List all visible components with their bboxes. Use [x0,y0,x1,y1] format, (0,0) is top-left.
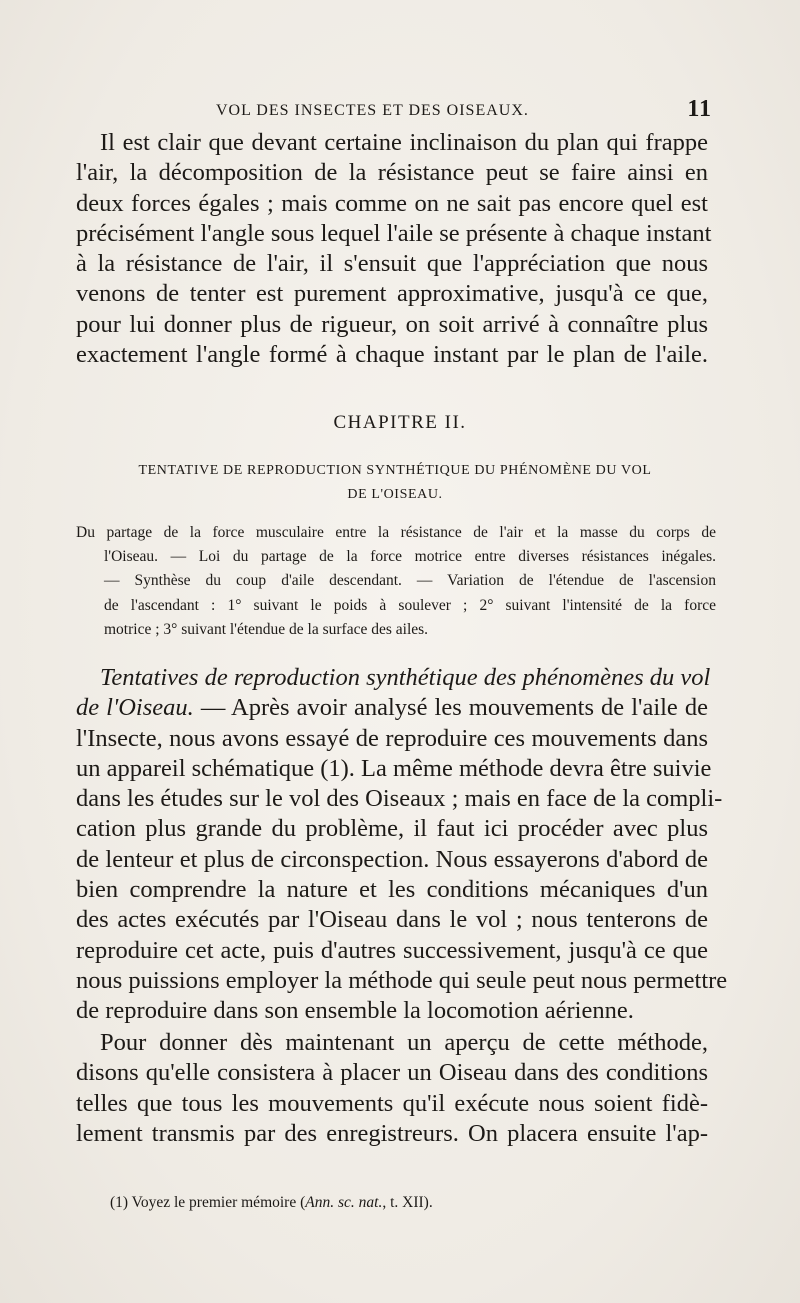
paragraph-line: Il est clair que devant certaine inclinaison du plan qui frappe [100,129,708,156]
paragraph-line: telles que tous les mouvements qu'il exécute nous soient fidè- [76,1089,708,1117]
paragraph-line: l'air, la décomposition de la résistance peut se faire ainsi en [76,159,708,187]
paragraph-line: de reproduire dans son ensemble la locomotion aérienne. [76,997,634,1025]
footnote-reference: Ann. sc. nat. [305,1194,383,1211]
paragraph-line [76,693,708,723]
run-in-heading: Tentatives de reproduction synthétique des phénomènes du vol [100,664,711,691]
paragraph-line [76,663,711,693]
paragraph-line: à la résistance de l'air, il s'ensuit que l'appréciation que nous [76,250,708,278]
summary-line: — Synthèse du coup d'aile descendant. — Variation de l'étendue de l'ascension [104,572,716,590]
paragraph-line: dans les études sur le vol des Oiseaux ; mais en face de la compli- [76,785,723,813]
chapter-subtitle-line: DE L'OISEAU. [347,487,443,502]
paragraph-1 [76,128,712,370]
paragraph-line: cation plus grande du problème, il faut ici procéder avec plus [76,815,708,843]
run-in-heading-end: de l'Oiseau. [76,694,194,722]
paragraph-line: pour lui donner plus de rigueur, on soit arrivé à connaître plus [76,310,708,338]
footnote [110,1194,433,1212]
paragraph-line: l'Insecte, nous avons essayé de reproduire ces mouvements dans [76,724,708,752]
paragraph-line: de lenteur et plus de circonspection. Nous essayerons d'abord de [76,845,708,873]
paragraph-line: disons qu'elle consistera à placer un Oiseau dans des conditions [76,1059,708,1087]
paragraph-line: lement transmis par des enregistreurs. On placera ensuite l'ap- [76,1119,708,1147]
summary-line: l'Oiseau. — Loi du partage de la force motrice entre diverses résistances inégales. [104,548,716,566]
paragraph-line: bien comprendre la nature et les conditions mécaniques d'un [76,876,708,904]
chapter-heading: CHAPITRE II. [333,412,467,433]
summary-line: de l'ascendant : 1° suivant le poids à soulever ; 2° suivant l'intensité de la force [104,596,716,614]
paragraph-line: deux forces égales ; mais comme on ne sait pas encore quel est [76,189,708,217]
paragraph-line: exactement l'angle formé à chaque instant par le plan de l'aile. [76,341,708,369]
summary-line: motrice ; 3° suivant l'étendue de la surface des ailes. [104,620,429,638]
running-title: VOL DES INSECTES ET DES OISEAUX. [216,102,529,119]
paragraph-line: précisément l'angle sous lequel l'aile se présente à chaque instant [76,219,712,247]
footnote-text: (1) Voyez le premier mémoire ( [110,1194,306,1211]
footnote-text-end: , t. XII). [382,1194,433,1211]
paragraph-line: venons de tenter est purement approximative, jusqu'à ce que, [76,280,708,308]
paragraph-line: Pour donner dès maintenant un aperçu de cette méthode, [100,1029,708,1056]
paragraph-line: un appareil schématique (1). La même méthode devra être suivie [76,754,712,782]
paragraph-3 [76,1028,708,1149]
paragraph-line-text: — Après avoir analysé les mouvements de l'aile de [193,694,708,722]
paragraph-2 [76,663,728,1027]
page-number: 11 [687,96,712,122]
chapter-summary [76,521,716,642]
paragraph-line: des actes exécutés par l'Oiseau dans le vol ; nous tenterons de [76,906,708,934]
paragraph-line: nous puissions employer la méthode qui seule peut nous permettre [76,966,728,994]
chapter-subtitle-line: TENTATIVE DE REPRODUCTION SYNTHÉTIQUE DU PHÉNOMÈNE DU VOL [138,463,652,478]
summary-line: Du partage de la force musculaire entre la résistance de l'air et la masse du corps de [76,524,716,541]
paragraph-line: reproduire cet acte, puis d'autres successivement, jusqu'à ce que [76,936,708,964]
running-head [76,96,716,124]
chapter-subtitle [100,459,690,507]
